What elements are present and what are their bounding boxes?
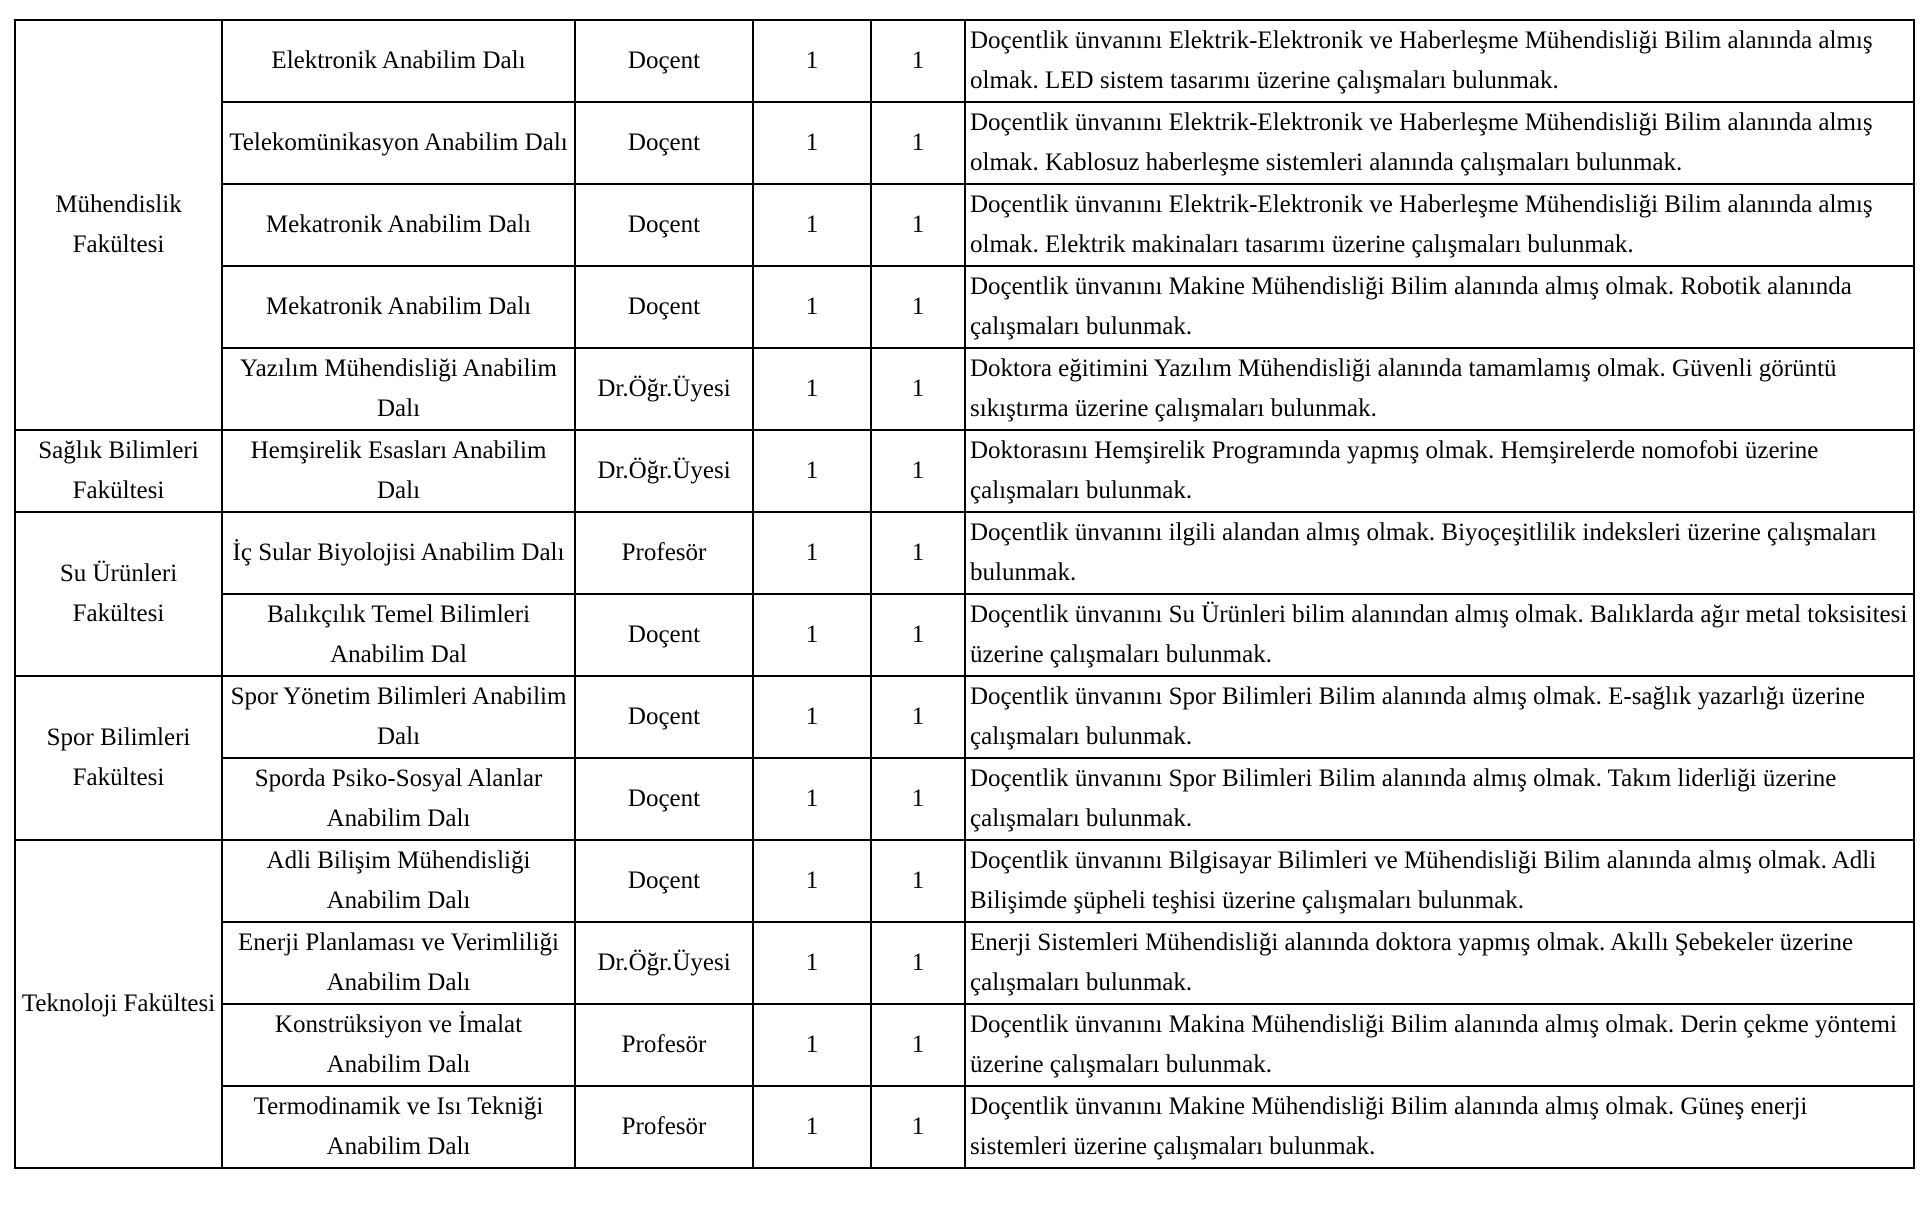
table-row: [15, 1004, 1914, 1086]
requirement-cell: Doçentlik ünvanını Makine Mühendisliği Bilim alanında almış olmak. Robotik alanında çalışmaları bulunmak.: [965, 266, 1914, 348]
count-cell: 1: [871, 1086, 965, 1168]
department-cell: Enerji Planlaması ve Verimliliği Anabilim Dalı: [222, 922, 575, 1004]
table-row: [15, 758, 1914, 840]
title-cell: Dr.Öğr.Üyesi: [575, 348, 753, 430]
requirement-cell: Doçentlik ünvanını Elektrik-Elektronik ve Haberleşme Mühendisliği Bilim alanında almış olmak. Kablosuz haberleşme sistemleri alanında çalışmaları bulunmak.: [965, 102, 1914, 184]
count-cell: 1: [753, 512, 871, 594]
count-cell: 1: [753, 348, 871, 430]
department-cell: İç Sular Biyolojisi Anabilim Dalı: [222, 512, 575, 594]
department-cell: Balıkçılık Temel Bilimleri Anabilim Dal: [222, 594, 575, 676]
title-cell: Doçent: [575, 102, 753, 184]
faculty-cell: Mühendislik Fakültesi: [15, 20, 222, 430]
faculty-cell: Teknoloji Fakültesi: [15, 840, 222, 1168]
count-cell: 1: [871, 512, 965, 594]
count-cell: 1: [871, 102, 965, 184]
department-cell: Hemşirelik Esasları Anabilim Dalı: [222, 430, 575, 512]
faculty-cell: Sağlık Bilimleri Fakültesi: [15, 430, 222, 512]
count-cell: 1: [753, 758, 871, 840]
department-cell: Mekatronik Anabilim Dalı: [222, 184, 575, 266]
count-cell: 1: [871, 184, 965, 266]
count-cell: 1: [753, 676, 871, 758]
table-row: [15, 512, 1914, 594]
position-table-container: [14, 19, 1915, 1169]
department-cell: Konstrüksiyon ve İmalat Anabilim Dalı: [222, 1004, 575, 1086]
table-row: [15, 676, 1914, 758]
table-row: [15, 594, 1914, 676]
count-cell: 1: [753, 102, 871, 184]
table-row: [15, 430, 1914, 512]
table-row: [15, 922, 1914, 1004]
requirement-cell: Doçentlik ünvanını Su Ürünleri bilim alanından almış olmak. Balıklarda ağır metal toksisitesi üzerine çalışmaları bulunmak.: [965, 594, 1914, 676]
department-cell: Elektronik Anabilim Dalı: [222, 20, 575, 102]
count-cell: 1: [871, 758, 965, 840]
count-cell: 1: [753, 594, 871, 676]
count-cell: 1: [753, 430, 871, 512]
count-cell: 1: [871, 676, 965, 758]
requirement-cell: Doktora eğitimini Yazılım Mühendisliği alanında tamamlamış olmak. Güvenli görüntü sıkıştırma üzerine çalışmaları bulunmak.: [965, 348, 1914, 430]
table-row: [15, 840, 1914, 922]
count-cell: 1: [753, 20, 871, 102]
title-cell: Doçent: [575, 594, 753, 676]
title-cell: Doçent: [575, 184, 753, 266]
requirement-cell: Doçentlik ünvanını Spor Bilimleri Bilim alanında almış olmak. Takım liderliği üzerine çalışmaları bulunmak.: [965, 758, 1914, 840]
department-cell: Termodinamik ve Isı Tekniği Anabilim Dalı: [222, 1086, 575, 1168]
count-cell: 1: [753, 266, 871, 348]
requirement-cell: Doçentlik ünvanını Elektrik-Elektronik ve Haberleşme Mühendisliği Bilim alanında almış olmak. LED sistem tasarımı üzerine çalışmaları bulunmak.: [965, 20, 1914, 102]
table-row: [15, 102, 1914, 184]
requirement-cell: Doçentlik ünvanını Spor Bilimleri Bilim alanında almış olmak. E-sağlık yazarlığı üzerine çalışmaları bulunmak.: [965, 676, 1914, 758]
requirement-cell: Doçentlik ünvanını ilgili alandan almış olmak. Biyoçeşitlilik indeksleri üzerine çalışmaları bulunmak.: [965, 512, 1914, 594]
title-cell: Doçent: [575, 676, 753, 758]
count-cell: 1: [871, 20, 965, 102]
count-cell: 1: [871, 840, 965, 922]
requirement-cell: Doktorasını Hemşirelik Programında yapmış olmak. Hemşirelerde nomofobi üzerine çalışmaları bulunmak.: [965, 430, 1914, 512]
count-cell: 1: [871, 348, 965, 430]
count-cell: 1: [871, 266, 965, 348]
department-cell: Adli Bilişim Mühendisliği Anabilim Dalı: [222, 840, 575, 922]
title-cell: Profesör: [575, 512, 753, 594]
department-cell: Mekatronik Anabilim Dalı: [222, 266, 575, 348]
requirement-cell: Doçentlik ünvanını Makine Mühendisliği Bilim alanında almış olmak. Güneş enerji sistemleri üzerine çalışmaları bulunmak.: [965, 1086, 1914, 1168]
count-cell: 1: [871, 922, 965, 1004]
department-cell: Spor Yönetim Bilimleri Anabilim Dalı: [222, 676, 575, 758]
department-cell: Yazılım Mühendisliği Anabilim Dalı: [222, 348, 575, 430]
table-row: [15, 1086, 1914, 1168]
table-row: [15, 184, 1914, 266]
title-cell: Dr.Öğr.Üyesi: [575, 922, 753, 1004]
faculty-cell: Spor Bilimleri Fakültesi: [15, 676, 222, 840]
table-row: [15, 266, 1914, 348]
requirement-cell: Doçentlik ünvanını Makina Mühendisliği Bilim alanında almış olmak. Derin çekme yöntemi üzerine çalışmaları bulunmak.: [965, 1004, 1914, 1086]
department-cell: Sporda Psiko-Sosyal Alanlar Anabilim Dalı: [222, 758, 575, 840]
title-cell: Dr.Öğr.Üyesi: [575, 430, 753, 512]
requirement-cell: Doçentlik ünvanını Elektrik-Elektronik ve Haberleşme Mühendisliği Bilim alanında almış olmak. Elektrik makinaları tasarımı üzerine çalışmaları bulunmak.: [965, 184, 1914, 266]
title-cell: Doçent: [575, 840, 753, 922]
count-cell: 1: [753, 184, 871, 266]
faculty-cell: Su Ürünleri Fakültesi: [15, 512, 222, 676]
table-row: [15, 348, 1914, 430]
count-cell: 1: [753, 1004, 871, 1086]
count-cell: 1: [753, 840, 871, 922]
department-cell: Telekomünikasyon Anabilim Dalı: [222, 102, 575, 184]
title-cell: Profesör: [575, 1086, 753, 1168]
count-cell: 1: [871, 594, 965, 676]
title-cell: Doçent: [575, 266, 753, 348]
table-body: [15, 20, 1914, 1168]
count-cell: 1: [871, 1004, 965, 1086]
title-cell: Profesör: [575, 1004, 753, 1086]
position-table: [14, 19, 1915, 1169]
requirement-cell: Enerji Sistemleri Mühendisliği alanında doktora yapmış olmak. Akıllı Şebekeler üzerine çalışmaları bulunmak.: [965, 922, 1914, 1004]
title-cell: Doçent: [575, 758, 753, 840]
table-row: [15, 20, 1914, 102]
title-cell: Doçent: [575, 20, 753, 102]
count-cell: 1: [753, 1086, 871, 1168]
count-cell: 1: [871, 430, 965, 512]
count-cell: 1: [753, 922, 871, 1004]
requirement-cell: Doçentlik ünvanını Bilgisayar Bilimleri ve Mühendisliği Bilim alanında almış olmak. Adli Bilişimde şüpheli teşhisi üzerine çalışmaları bulunmak.: [965, 840, 1914, 922]
